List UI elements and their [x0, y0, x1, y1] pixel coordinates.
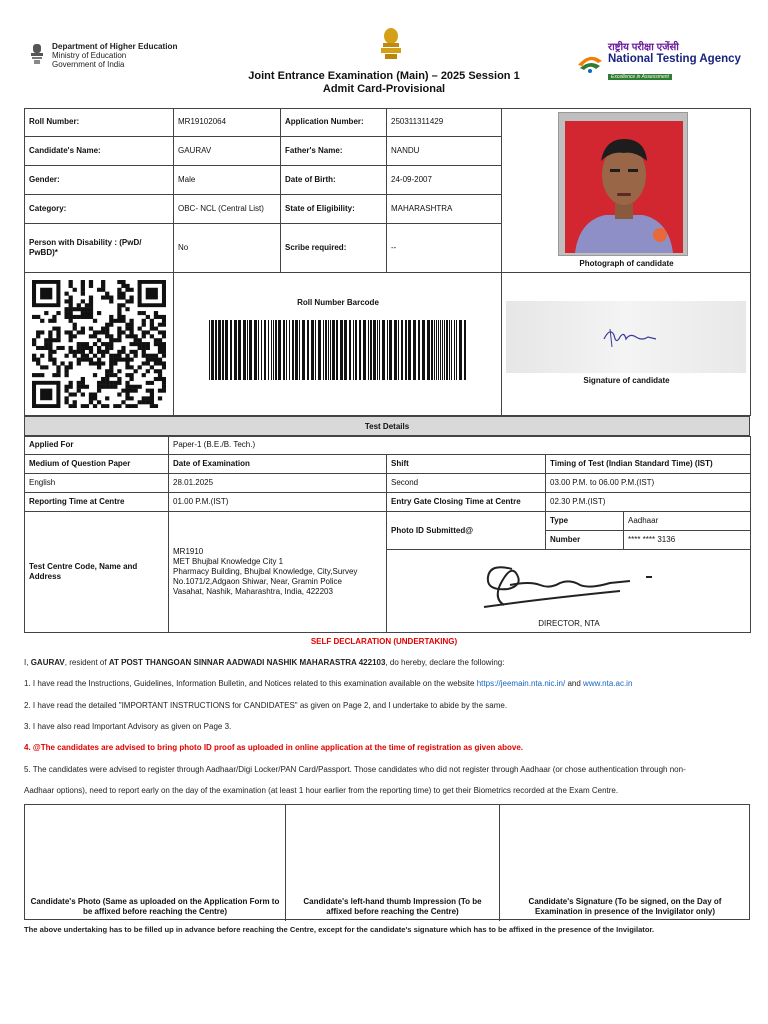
father-name-value: NANDU	[387, 137, 502, 166]
shift-label: Shift	[387, 455, 546, 474]
dept-name: Department of Higher Education	[52, 42, 178, 51]
director-signature-icon	[470, 555, 660, 617]
timing-value: 03.00 P.M. to 06.00 P.M.(IST)	[546, 474, 751, 493]
intro-name: GAURAV	[30, 658, 65, 667]
id-number-label: Number	[546, 531, 624, 550]
nta-tagline: Excellence in Assessment	[608, 74, 672, 80]
centre-code: MR1910	[173, 547, 204, 556]
photo-caption: Photograph of candidate	[579, 259, 674, 268]
declaration-point-1	[24, 679, 632, 689]
nta-hindi-name: राष्ट्रीय परीक्षा एजेंसी	[608, 42, 679, 53]
roll-barcode-icon	[209, 320, 467, 380]
undertaking-boxes	[24, 804, 750, 920]
dob-value: 24-09-2007	[387, 166, 502, 195]
affix-photo-caption: Candidate's Photo (Same as uploaded on the Application Form to be affixed before reaching the Centre)	[30, 897, 280, 916]
gate-closing-label: Entry Gate Closing Time at Centre	[387, 493, 546, 512]
roll-number-label: Roll Number:	[24, 108, 174, 137]
exam-title: Joint Entrance Examination (Main) – 2025 Session 1	[248, 70, 520, 82]
id-type-label: Type	[546, 512, 624, 531]
gender-value: Male	[174, 166, 281, 195]
state-eligibility-value: MAHARASHTRA	[387, 195, 502, 224]
point-1-and: and	[567, 679, 581, 688]
scribe-value: --	[387, 224, 502, 273]
shift-value: Second	[387, 474, 546, 493]
footer-note: The above undertaking has to be filled up in advance before reaching the Centre, except for the candidate's signature which has to be affixed in the presence of the Invigilator.	[24, 925, 655, 934]
timing-label: Timing of Test (Indian Standard Time) (IST)	[546, 455, 751, 474]
applied-for-value: Paper-1 (B.E./B. Tech.)	[169, 436, 751, 455]
gate-closing-value: 02.30 P.M.(IST)	[546, 493, 751, 512]
medium-value: English	[24, 474, 169, 493]
medium-label: Medium of Question Paper	[24, 455, 169, 474]
national-emblem-icon	[28, 42, 46, 66]
test-details-heading: Test Details	[24, 416, 750, 436]
intro-suffix: , do hereby, declare the following:	[385, 658, 505, 667]
thumb-impression-caption: Candidate's left-hand thumb Impression (To be affixed before reaching the Centre)	[303, 897, 482, 916]
intro-prefix: I,	[24, 658, 29, 667]
declaration-point-2: 2. I have read the detailed "IMPORTANT INSTRUCTIONS for CANDIDATES" as given on Page 2, and I undertake to abide by the same.	[24, 701, 508, 710]
declaration-intro	[24, 658, 504, 668]
candidate-name-value: GAURAV	[174, 137, 281, 166]
candidate-sign-caption: Candidate's Signature (To be signed, on the Day of Examination in presence of the Invigilator only)	[528, 897, 722, 916]
declaration-point-3: 3. I have also read Important Advisory as given on Page 3.	[24, 722, 232, 731]
candidate-name-label: Candidate's Name:	[24, 137, 174, 166]
application-number-label: Application Number:	[281, 108, 387, 137]
centre-line-1: MET Bhujbal Knowledge City 1	[173, 557, 284, 566]
affix-photo-box	[25, 805, 286, 921]
gender-label: Gender:	[24, 166, 174, 195]
candidate-signature-image	[506, 301, 746, 373]
declaration-point-4: 4. @The candidates are advised to bring photo ID proof as uploaded in online application at the time of registration as given above.	[24, 743, 523, 752]
declaration-point-5a: 5. The candidates were advised to register through Aadhaar/Digi Locker/PAN Card/Passport. Those candidates who did not register through Aadhaar (or chose authentication through non-	[24, 765, 686, 774]
barcode-caption: Roll Number Barcode	[297, 298, 379, 307]
pwd-label: Person with Disability : (PwD/ PwBD)*	[24, 224, 174, 273]
intro-address: AT POST THANGOAN SINNAR AADWADI NASHIK MAHARASTRA 422103	[108, 658, 386, 667]
category-value: OBC- NCL (Central List)	[174, 195, 281, 224]
father-name-label: Father's Name:	[281, 137, 387, 166]
pwd-value: No	[174, 224, 281, 273]
id-type-value: Aadhaar	[624, 512, 751, 531]
qr-code-cell	[24, 273, 174, 416]
photo-id-label: Photo ID Submitted@	[387, 512, 546, 550]
card-title: Admit Card-Provisional	[322, 83, 446, 95]
applied-for-label: Applied For	[24, 436, 169, 455]
national-emblem-icon	[376, 26, 406, 62]
ministry-name: Ministry of Education	[52, 51, 127, 60]
reporting-time-label: Reporting Time at Centre	[24, 493, 169, 512]
signature-scribble-icon	[506, 301, 746, 373]
candidate-photo	[558, 112, 688, 256]
thumb-impression-box	[286, 805, 500, 921]
application-number-value: 250311311429	[387, 108, 502, 137]
declaration-point-5b: Aadhaar options), need to report early on the day of the examination (at least 1 hour earlier from the reporting time) to get their Biometrics recorded at the Exam Centre.	[24, 786, 619, 795]
director-caption: DIRECTOR, NTA	[538, 619, 600, 628]
test-centre-label: Test Centre Code, Name and Address	[24, 512, 169, 633]
government-name: Government of India	[52, 60, 125, 69]
nta-link[interactable]: www.nta.ac.in	[583, 679, 633, 688]
qr-code-icon	[32, 280, 166, 408]
centre-line-4: Vasahat, Nashik, Maharashtra, India, 422203	[173, 587, 333, 596]
point-1-text: 1. I have read the Instructions, Guidelines, Information Bulletin, and Notices related to this examination available on the website	[24, 679, 475, 688]
centre-line-3: No.1071/2,Adgaon Shiwar, Near, Gramin Police	[173, 577, 342, 586]
exam-date-label: Date of Examination	[169, 455, 387, 474]
test-centre-address	[169, 512, 387, 633]
exam-date-value: 28.01.2025	[169, 474, 387, 493]
declaration-heading: SELF DECLARATION (UNDERTAKING)	[310, 637, 458, 646]
centre-line-2: Pharmacy Building, Bhujbal Knowledge, City,Survey	[173, 567, 358, 576]
category-label: Category:	[24, 195, 174, 224]
roll-number-value: MR19102064	[174, 108, 281, 137]
candidate-portrait-image	[565, 121, 683, 253]
scribe-label: Scribe required:	[281, 224, 387, 273]
state-eligibility-label: State of Eligibility:	[281, 195, 387, 224]
ministry-header	[28, 42, 178, 69]
dob-label: Date of Birth:	[281, 166, 387, 195]
id-number-value: **** **** 3136	[624, 531, 751, 550]
candidate-sign-box	[500, 805, 750, 921]
reporting-time-value: 01.00 P.M.(IST)	[169, 493, 387, 512]
jeemain-link[interactable]: https://jeemain.nta.nic.in/	[476, 679, 566, 688]
nta-english-name: National Testing Agency	[608, 53, 741, 65]
signature-caption: Signature of candidate	[583, 376, 670, 385]
intro-mid: , resident of	[64, 658, 107, 667]
